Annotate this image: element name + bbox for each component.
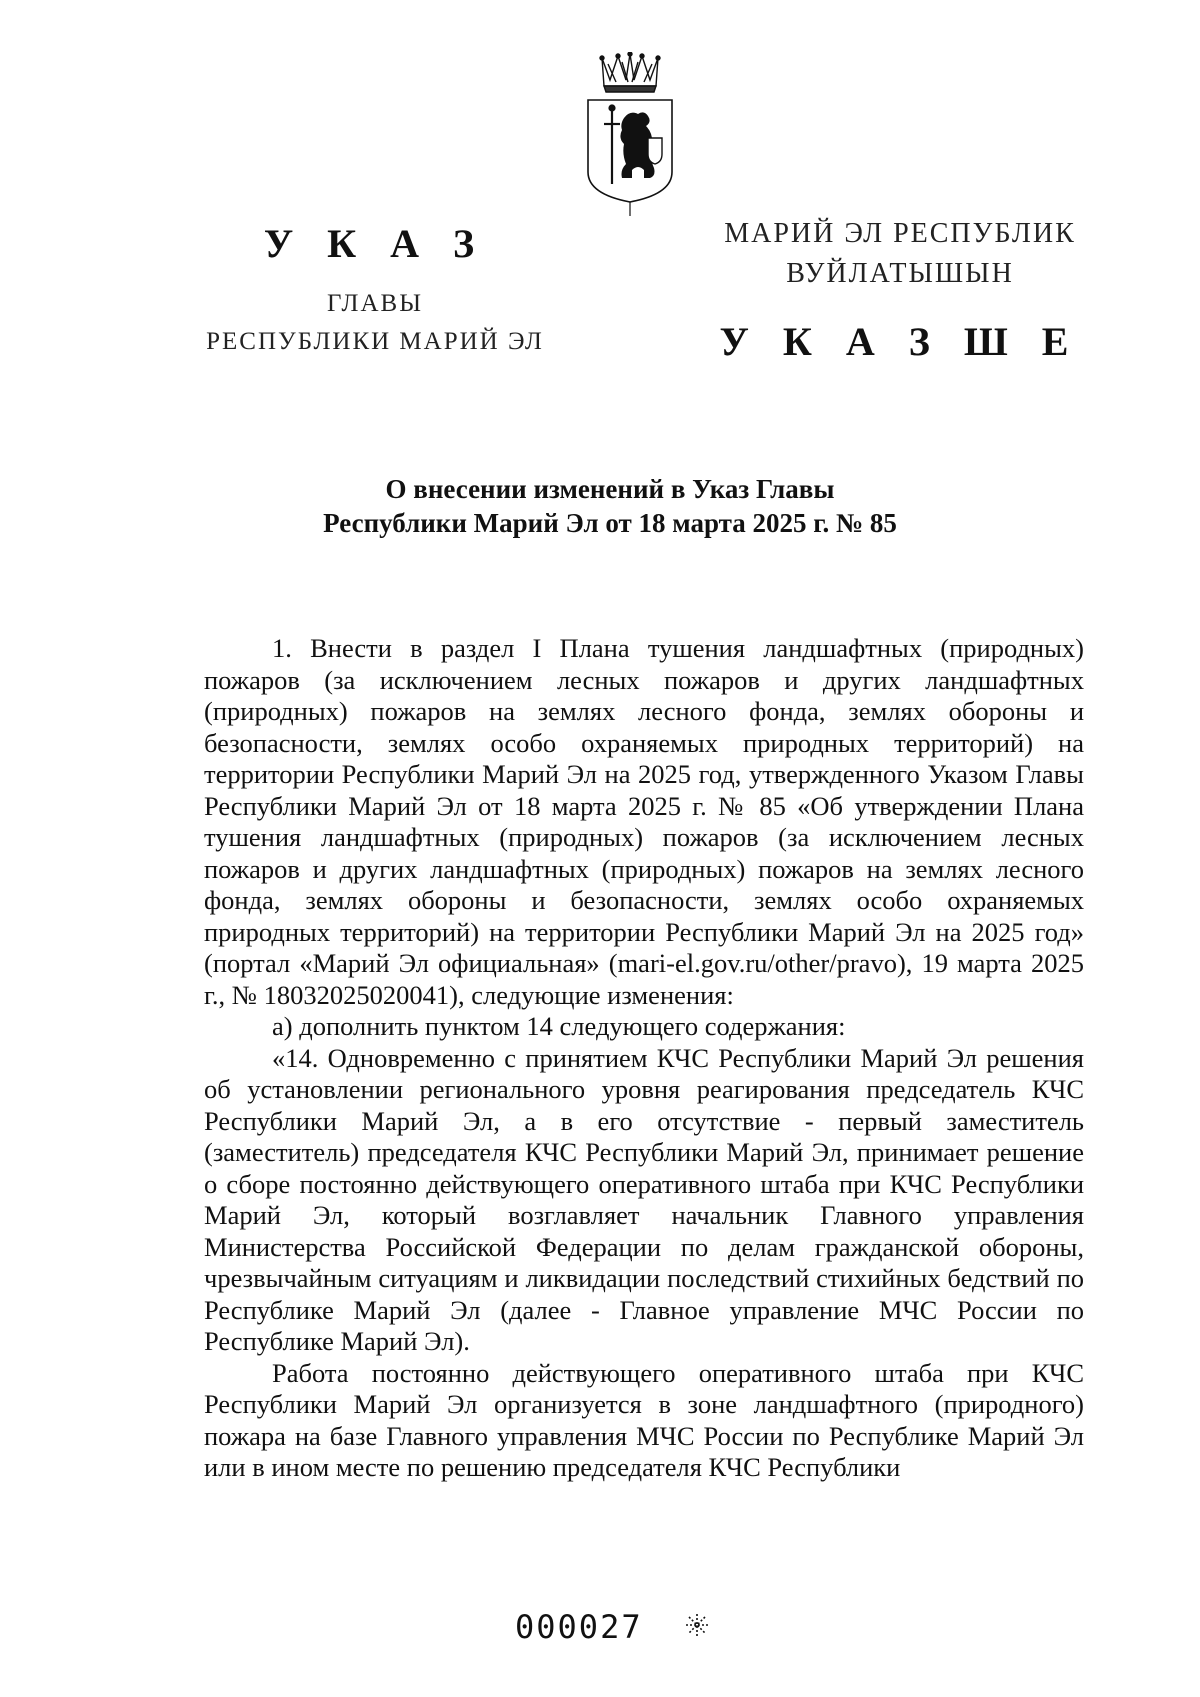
issuer-mari-line-1: МАРИЙ ЭЛ РЕСПУБЛИК: [724, 218, 1076, 249]
paragraph-4: Работа постоянно действующего оперативного штаба при КЧС Республики Марий Эл организуется в зоне ландшафтного (природного) пожара на базе Главного управления МЧС России по Республике Марий Эл или в ином месте по решению председателя КЧС Республики: [204, 1357, 1084, 1482]
asterisk-mark-icon: [684, 1612, 710, 1638]
document-title-line-1: О внесении изменений в Указ Главы: [385, 474, 835, 504]
document-title: [200, 472, 1020, 540]
issuer-mari-line-2: ВУЙЛАТЫШЫН: [786, 258, 1014, 289]
document-body: [204, 633, 1084, 1484]
paragraph-2: а) дополнить пунктом 14 следующего содержания:: [272, 1011, 846, 1041]
decree-title-left: У К А З: [263, 221, 487, 266]
issuer-line-1: ГЛАВЫ: [326, 290, 424, 317]
paragraph-3: «14. Одновременно с принятием КЧС Республики Марий Эл решения об установлении регионального уровня реагирования председатель КЧС Республики Марий Эл, а в его отсутствие - первый заместитель (заместитель) председателя КЧС Республики Марий Эл, принимает решение о сборе постоянно действующего оперативного штаба при КЧС Республики Марий Эл, который возглавляет начальник Главного управления Министерства Российской Федерации по делам гражданской обороны, чрезвычайным ситуациям и ликвидации последствий стихийных бедствий по Республике Марий Эл (далее - Главное управление МЧС России по Республике Марий Эл).: [204, 1042, 1084, 1356]
paragraph-1: 1. Внести в раздел I Плана тушения ландшафтных (природных) пожаров (за исключением лесных пожаров и других ландшафтных (природных) пожаров на землях лесного фонда, землях обороны и безопасности, землях особо охраняемых природных территорий) на территории Республики Марий Эл на 2025 год, утвержденного Указом Главы Республики Марий Эл от 18 марта 2025 г. № 85 «Об утверждении Плана тушения ландшафтных (природных) пожаров (за исключением лесных пожаров и других ландшафтных (природных) пожаров на землях лесного фонда, землях обороны и безопасности, землях особо охраняемых природных территорий) на территории Республики Марий Эл на 2025 год» (портал «Марий Эл официальная» (mari-el.gov.ru/other/pravo), 19 марта 2025 г., № 18032025020041), следующие изменения:: [204, 633, 1084, 1010]
document-title-line-2: Республики Марий Эл от 18 марта 2025 г. № 85: [323, 508, 897, 538]
issuer-line-2: РЕСПУБЛИКИ МАРИЙ ЭЛ: [206, 328, 544, 355]
coat-of-arms-icon: [582, 52, 678, 220]
page-number: 000027: [515, 1608, 643, 1646]
decree-title-right: У К А З Ш Е: [719, 319, 1081, 364]
